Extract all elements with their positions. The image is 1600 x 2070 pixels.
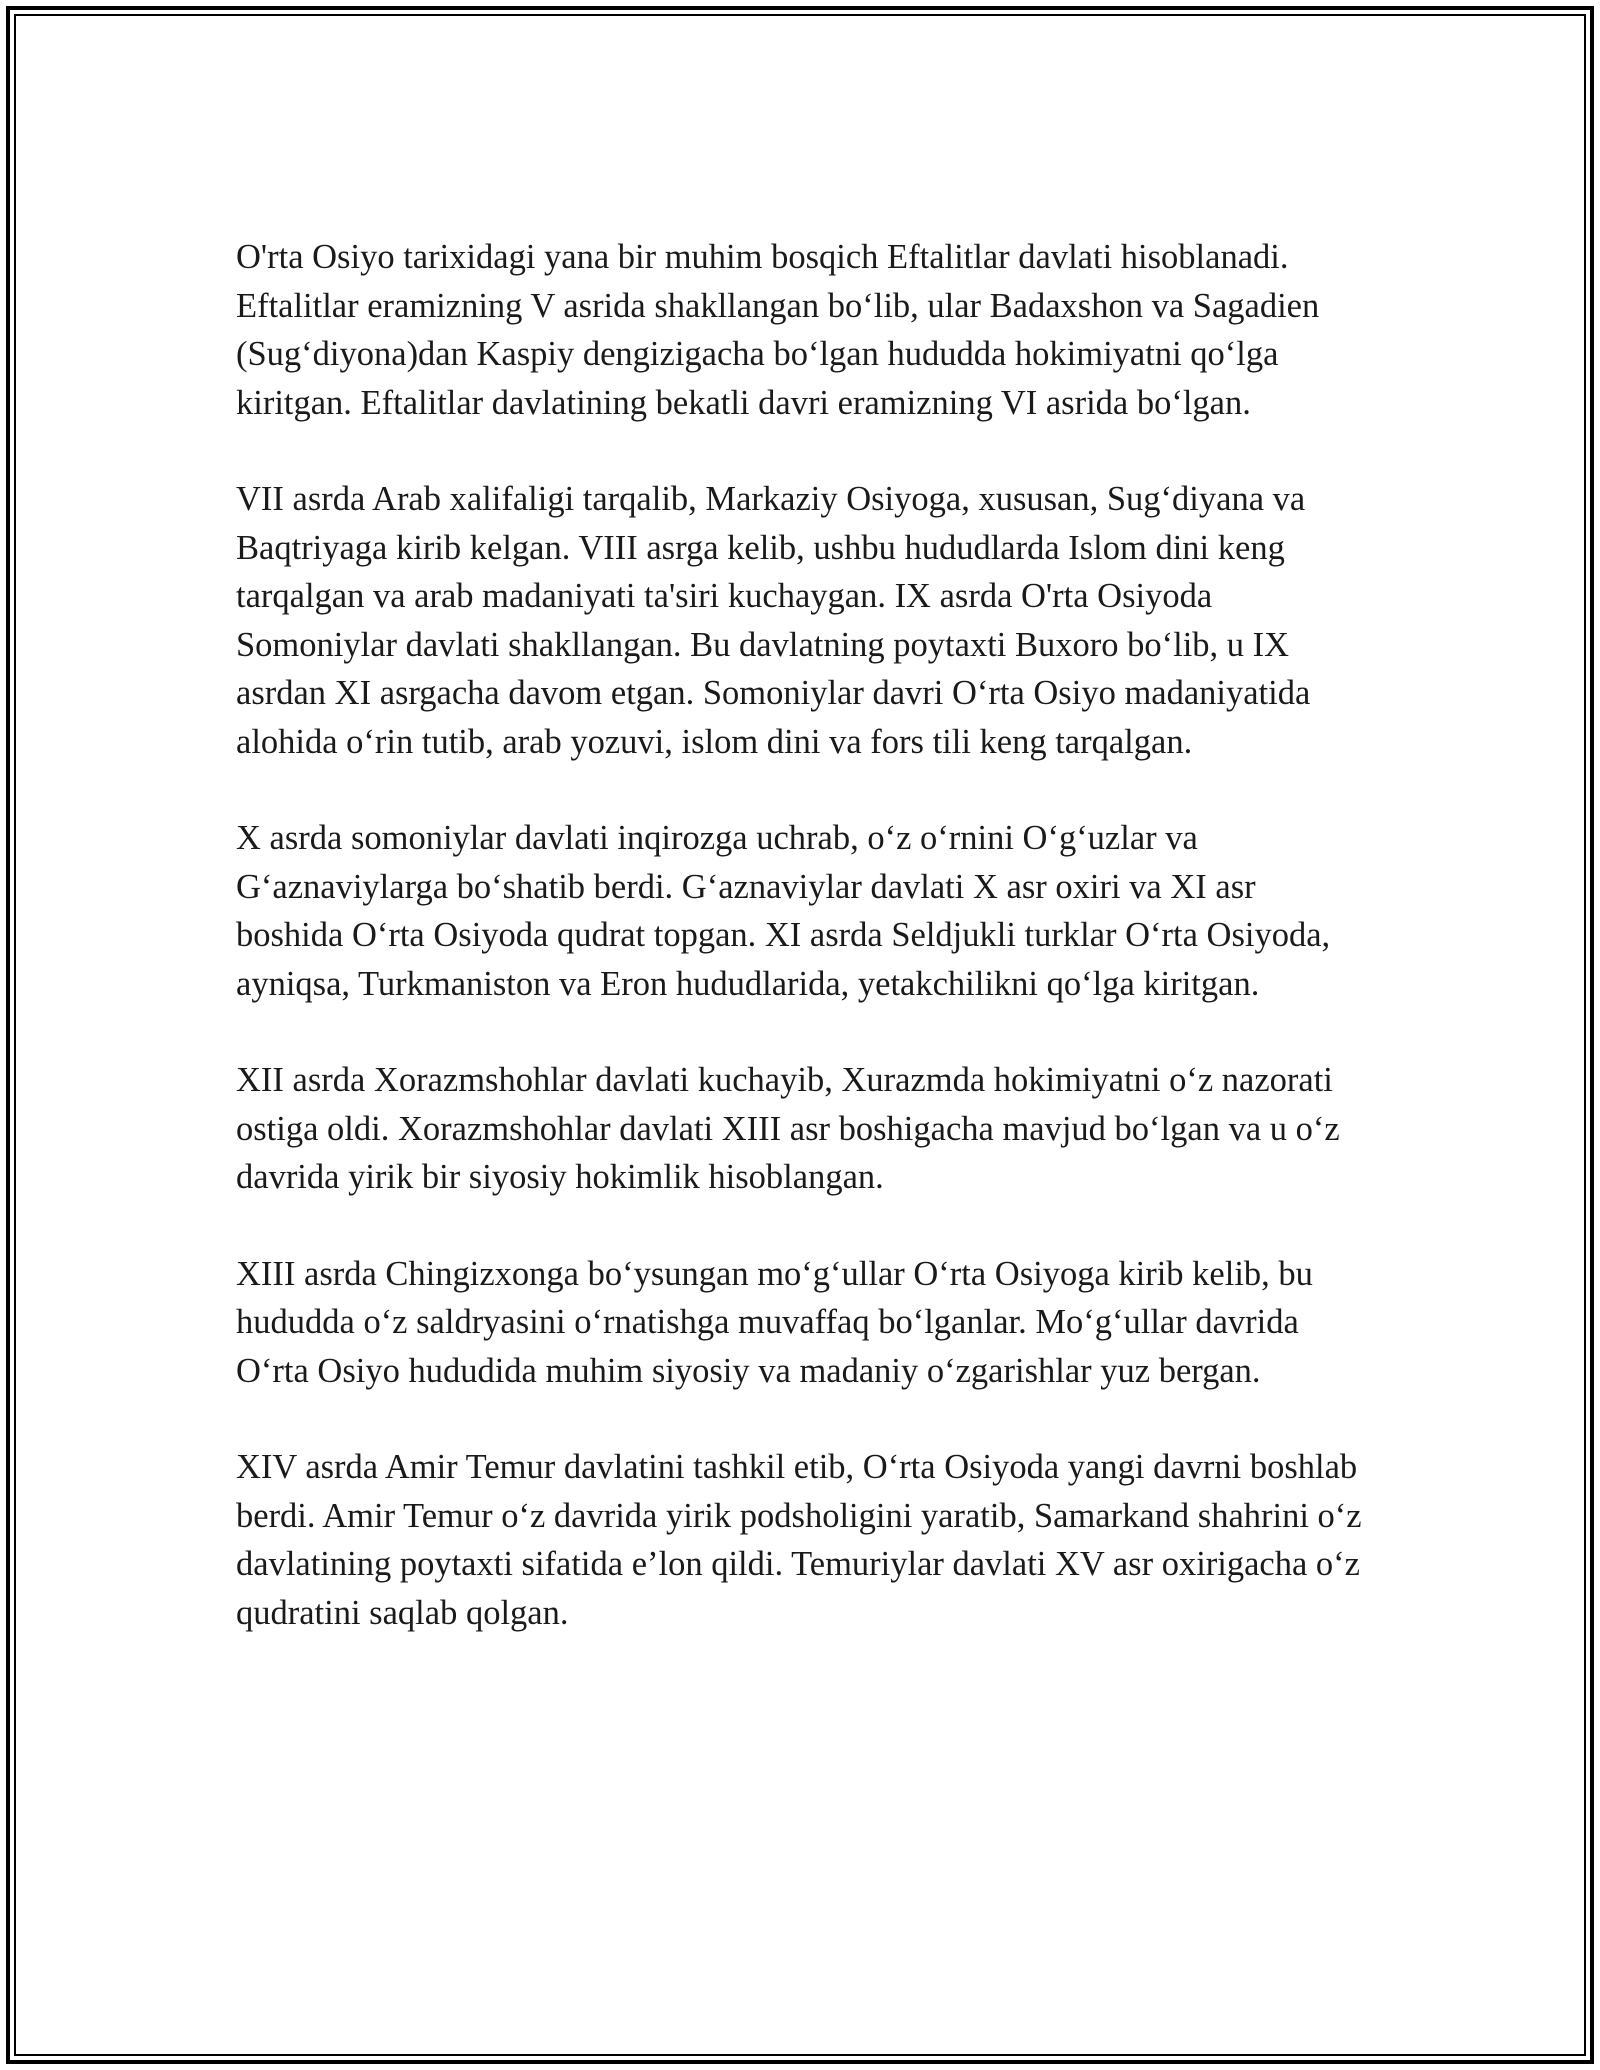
paragraph-gaznaviylar: X asrda somoniylar davlati inqirozga uchrab, o‘z o‘rnini O‘g‘uzlar va G‘aznaviylarga bo‘shatib berdi. G‘aznaviylar davlati X asr oxiri va XI asr boshida O‘rta Osiyoda qudrat topgan. XI asrda Seldjukli turklar O‘rta Osiyoda, ayniqsa, Turkmaniston va Eron hududlarida, yetakchilikni qo‘lga kiritgan.: [236, 819, 1331, 1003]
paragraph-arab-xalifaligi: VII asrda Arab xalifaligi tarqalib, Markaziy Osiyoga, xususan, Sug‘diyana va Baqtriyaga kirib kelgan. VIII asrga kelib, ushbu hududlarda Islom dini keng tarqalgan va arab madaniyati ta'siri kuchaygan. IX asrda O'rta Osiyoda Somoniylar davlati shakllangan. Bu davlatning poytaxti Buxoro bo‘lib, u IX asrdan XI asrgacha davom etgan. Somoniylar davri O‘rta Osiyo madaniyatida alohida o‘rin tutib, arab yozuvi, islom dini va fors tili keng tarqalgan.: [236, 480, 1311, 761]
document-body: [236, 233, 1366, 1685]
paragraph-xorazmshohlar: XII asrda Xorazmshohlar davlati kuchayib, Xurazmda hokimiyatni o‘z nazorati ostiga oldi. Xorazmshohlar davlati XIII asr boshigacha mavjud bo‘lgan va u o‘z davrida yirik bir siyosiy hokimlik hisoblangan.: [236, 1061, 1340, 1196]
paragraph-mogullar: XIII asrda Chingizxonga bo‘ysungan mo‘g‘ullar O‘rta Osiyoga kirib kelib, bu hududda o‘z saldryasini o‘rnatishga muvaffaq bo‘lganlar. Mo‘g‘ullar davrida O‘rta Osiyo hududida muhim siyosiy va madaniy o‘zgarishlar yuz bergan.: [236, 1254, 1313, 1390]
paragraph-amir-temur: XIV asrda Amir Temur davlatini tashkil etib, O‘rta Osiyoda yangi davrni boshlab berdi. Amir Temur o‘z davrida yirik podsholigini yaratib, Samarkand shahrini o‘z davlatining poytaxti sifatida e’lon qildi. Temuriylar davlati XV asr oxirigacha o‘z qudratini saqlab qolgan.: [236, 1448, 1362, 1632]
paragraph-eftalitlar: O'rta Osiyo tarixidagi yana bir muhim bosqich Eftalitlar davlati hisoblanadi. Eftalitlar eramizning V asrida shakllangan bo‘lib, ular Badaxshon va Sagadien (Sug‘diyona)dan Kaspiy dengizigacha bo‘lgan hududda hokimiyatni qo‘lga kiritgan. Eftalitlar davlatining bekatli davri eramizning VI asrida bo‘lgan.: [236, 238, 1320, 422]
